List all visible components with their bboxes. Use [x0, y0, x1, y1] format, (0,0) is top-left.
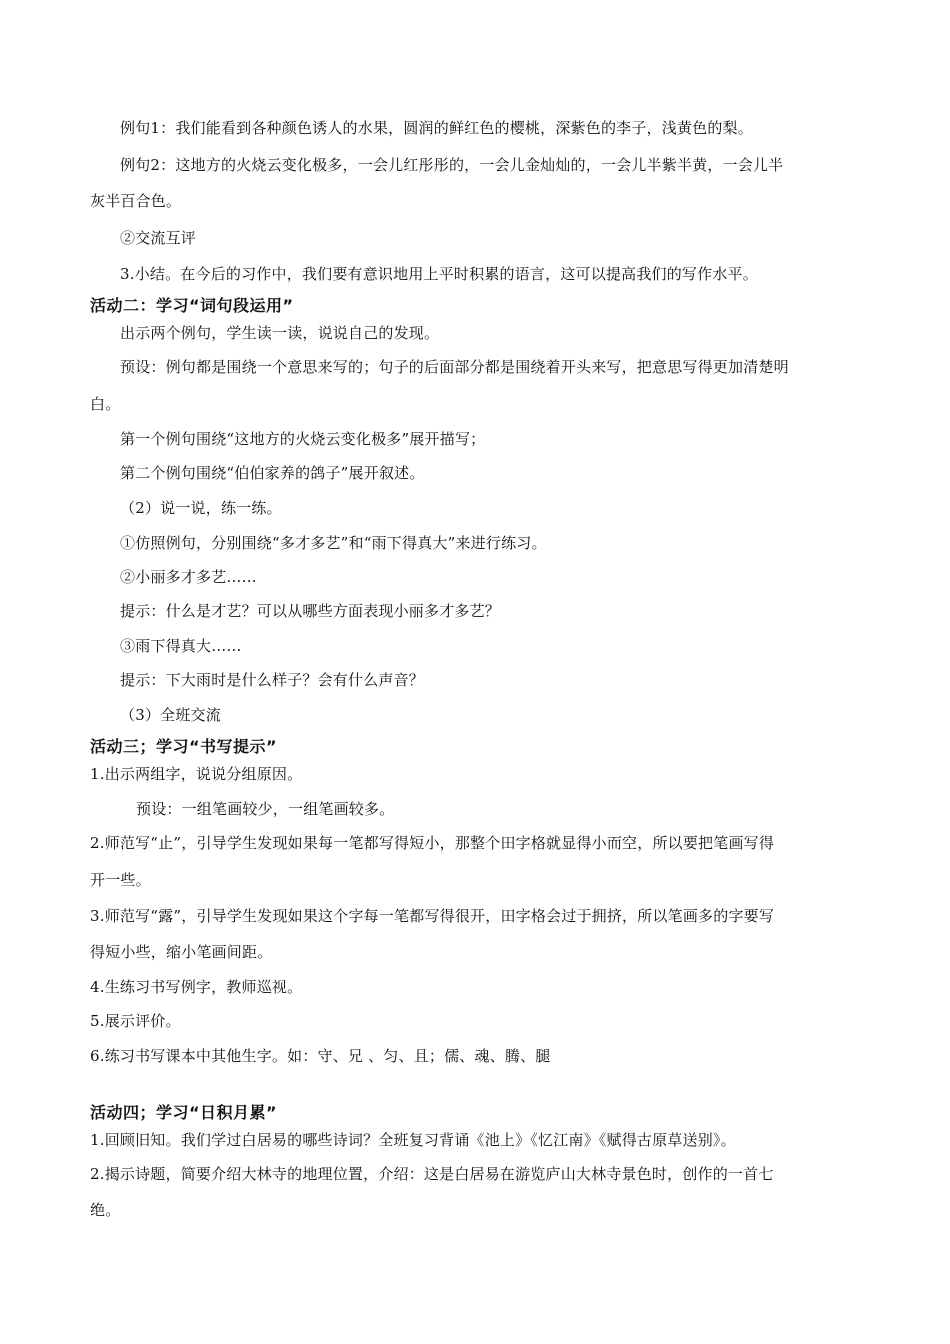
activity-3-item-4: 4.生练习书写例字，教师巡视。 — [90, 978, 303, 996]
activity-3-item-1: 1.出示两组字，说说分组原因。 — [90, 765, 303, 783]
activity-2-practice: ①仿照例句，分别围绕“多才多艺”和“雨下得真大”来进行练习。 — [120, 534, 547, 552]
activity-3-item-3-line-1: 3.师范写“露”，引导学生发现如果这个字每一笔都写得很开，田字格会过于拥挤，所以笔画多的字要写 — [90, 907, 775, 925]
activity-3-item-2-line-2: 开一些。 — [90, 871, 151, 889]
example-sentence-2-line-1: 例句2：这地方的火烧云变化极多，一会儿红彤彤的，一会儿金灿灿的，一会儿半紫半黄，一会儿半 — [120, 156, 784, 174]
activity-2-hint-b: 提示：下大雨时是什么样子？会有什么声音？ — [120, 671, 425, 689]
activity-2-preset-line-2: 白。 — [90, 395, 121, 413]
activity-2-intro: 出示两个例句，学生读一读，说说自己的发现。 — [120, 324, 440, 342]
activity-2-hint-a: 提示：什么是才艺？可以从哪些方面表现小丽多才多艺？ — [120, 602, 501, 620]
activity-3-item-5: 5.展示评价。 — [90, 1012, 181, 1030]
activity-4-item-2-line-1: 2.揭示诗题，简要介绍大林寺的地理位置，介绍：这是白居易在游览庐山大林寺景色时，创作的一首七 — [90, 1165, 774, 1183]
activity-4-item-1: 1.回顾旧知。我们学过白居易的哪些诗词？全班复习背诵《池上》《忆江南》《赋得古原草送别》。 — [90, 1131, 736, 1149]
activity-3-item-6: 6.练习书写课本中其他生字。如：守、兄 、匀、且；儒、魂、腾、腿 — [90, 1047, 551, 1065]
activity-2-step-2: （2）说一说，练一练。 — [120, 499, 282, 517]
activity-2-note-1: 第一个例句围绕“这地方的火烧云变化极多”展开描写； — [120, 430, 486, 448]
example-sentence-2-line-2: 灰半百合色。 — [90, 192, 182, 210]
activity-2-practice-a: ②小丽多才多艺…… — [120, 568, 257, 586]
activity-3-item-3-line-2: 得短小些，缩小笔画间距。 — [90, 943, 273, 961]
activity-3-preset: 预设：一组笔画较少，一组笔画较多。 — [136, 800, 395, 818]
summary-paragraph: 3.小结。在今后的习作中，我们要有意识地用上平时积累的语言，这可以提高我们的写作水平。 — [120, 265, 758, 283]
example-sentence-1: 例句1：我们能看到各种颜色诱人的水果，圆润的鲜红色的樱桃，深紫色的李子，浅黄色的梨。 — [120, 119, 753, 137]
activity-2-heading: 活动二：学习“词句段运用” — [90, 296, 294, 315]
activity-2-note-2: 第二个例句围绕“伯伯家养的鸽子”展开叙述。 — [120, 464, 425, 482]
activity-4-item-2-line-2: 绝。 — [90, 1201, 121, 1219]
activity-3-heading: 活动三；学习“书写提示” — [90, 737, 278, 756]
activity-2-preset-line-1: 预设：例句都是围绕一个意思来写的；句子的后面部分都是围绕着开头来写，把意思写得更加清楚明 — [120, 358, 789, 376]
peer-review-step: ②交流互评 — [120, 229, 197, 247]
activity-3-item-2-line-1: 2.师范写“止”，引导学生发现如果每一笔都写得短小，那整个田字格就显得小而空，所以要把笔画写得 — [90, 834, 775, 852]
activity-2-practice-b: ③雨下得真大…… — [120, 637, 242, 655]
activity-2-step-3: （3）全班交流 — [120, 706, 221, 724]
activity-4-heading: 活动四；学习“日积月累” — [90, 1103, 278, 1122]
